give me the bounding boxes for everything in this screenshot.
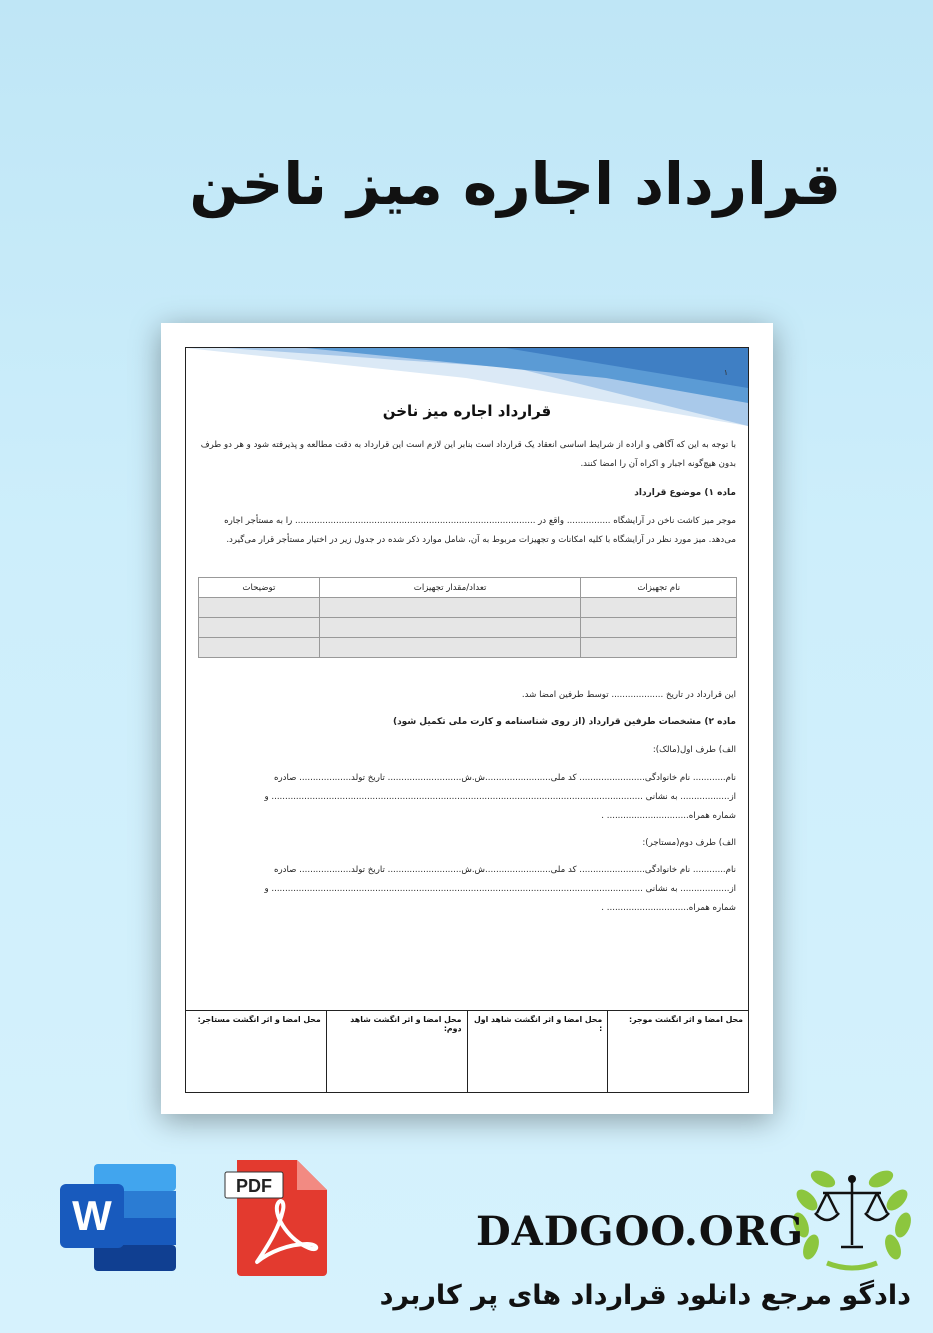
- article1-body: موجر میز کاشت ناخن در آرایشگاه ................ واقع در ........................................................................................ را به مستأجر اجاره می‌دهد. میز مورد نظر در آرایشگاه با کلیه امکانات و تجهیزات مربوط به آن، شامل موارد ذکر شده در جدول زیر در اختیار مستأجر قرار می‌گیرد.: [224, 516, 736, 545]
- signature-witness1: محل امضا و اثر انگشت شاهد اول :: [467, 1011, 608, 1092]
- word-icon[interactable]: [56, 1160, 178, 1274]
- table-row: [199, 638, 737, 658]
- table-row: [199, 598, 737, 618]
- table-header-notes: توضیحات: [199, 578, 320, 598]
- party2-line2: از.................. به نشانی ........................................................................................................................................ و: [264, 884, 736, 894]
- party1-line2: از.................. به نشانی ........................................................................................................................................ و: [264, 792, 736, 802]
- header-banner: [186, 348, 748, 438]
- intro-paragraph: با توجه به این که آگاهی و اراده از شرایط اساسی انعقاد یک قرارداد است بنابر این لازم است این قرارداد به دقت مطالعه و پذیرفته شود و هر دو طرف بدون هیچ‌گونه اجبار و اکراه آن را امضا کنند.: [200, 440, 736, 469]
- party1-heading: الف) طرف اول(مالک):: [652, 745, 736, 755]
- poster-title: قرارداد اجاره میز ناخن: [189, 150, 841, 218]
- site-name[interactable]: DADGOO.ORG: [476, 1208, 805, 1255]
- pdf-label: PDF: [236, 1176, 272, 1196]
- article1-heading: ماده ۱) موضوع قرارداد: [634, 488, 736, 498]
- party2-line1: نام............ نام خانوادگی........................ کد ملی........................ش.ش........................... تاریخ تولد................... صادره: [274, 865, 736, 875]
- pdf-icon[interactable]: [223, 1158, 329, 1278]
- signature-witness2: محل امضا و اثر انگشت شاهد دوم:: [326, 1011, 467, 1092]
- article2-heading: ماده ۲) مشخصات طرفین قرارداد (از روی شناسنامه و کارت ملی تکمیل شود): [392, 717, 736, 727]
- party1-line3: شماره همراه.............................. .: [601, 811, 736, 821]
- page-number: ۱: [723, 368, 728, 377]
- signature-table: [186, 1010, 748, 1092]
- signature-lessee: محل امضا و اثر انگشت مستاجر:: [197, 1015, 321, 1024]
- document-preview: [161, 323, 773, 1114]
- table-row: [199, 618, 737, 638]
- table-header-quantity: تعداد/مقدار تجهیزات: [319, 578, 581, 598]
- party1-line1: نام............ نام خانوادگی........................ کد ملی........................ش.ش........................... تاریخ تولد................... صادره: [274, 773, 736, 783]
- party2-line3: شماره همراه.............................. .: [601, 903, 736, 913]
- signature-lessor: محل امضا و اثر انگشت موجر:: [607, 1011, 748, 1092]
- scales-of-justice-icon: [787, 1155, 917, 1277]
- document-frame: [185, 347, 749, 1093]
- signed-date-line: این قرارداد در تاریخ ................... توسط طرفین امضا شد.: [521, 690, 736, 700]
- equipment-table: [198, 577, 737, 658]
- document-title: قرارداد اجاره میز ناخن: [382, 402, 552, 420]
- table-header-name: نام تجهیزات: [581, 578, 737, 598]
- party2-heading: الف) طرف دوم(مستاجر):: [642, 838, 736, 848]
- word-letter: W: [72, 1192, 112, 1239]
- tagline: دادگو مرجع دانلود قرارداد های پر کاربرد: [379, 1280, 911, 1311]
